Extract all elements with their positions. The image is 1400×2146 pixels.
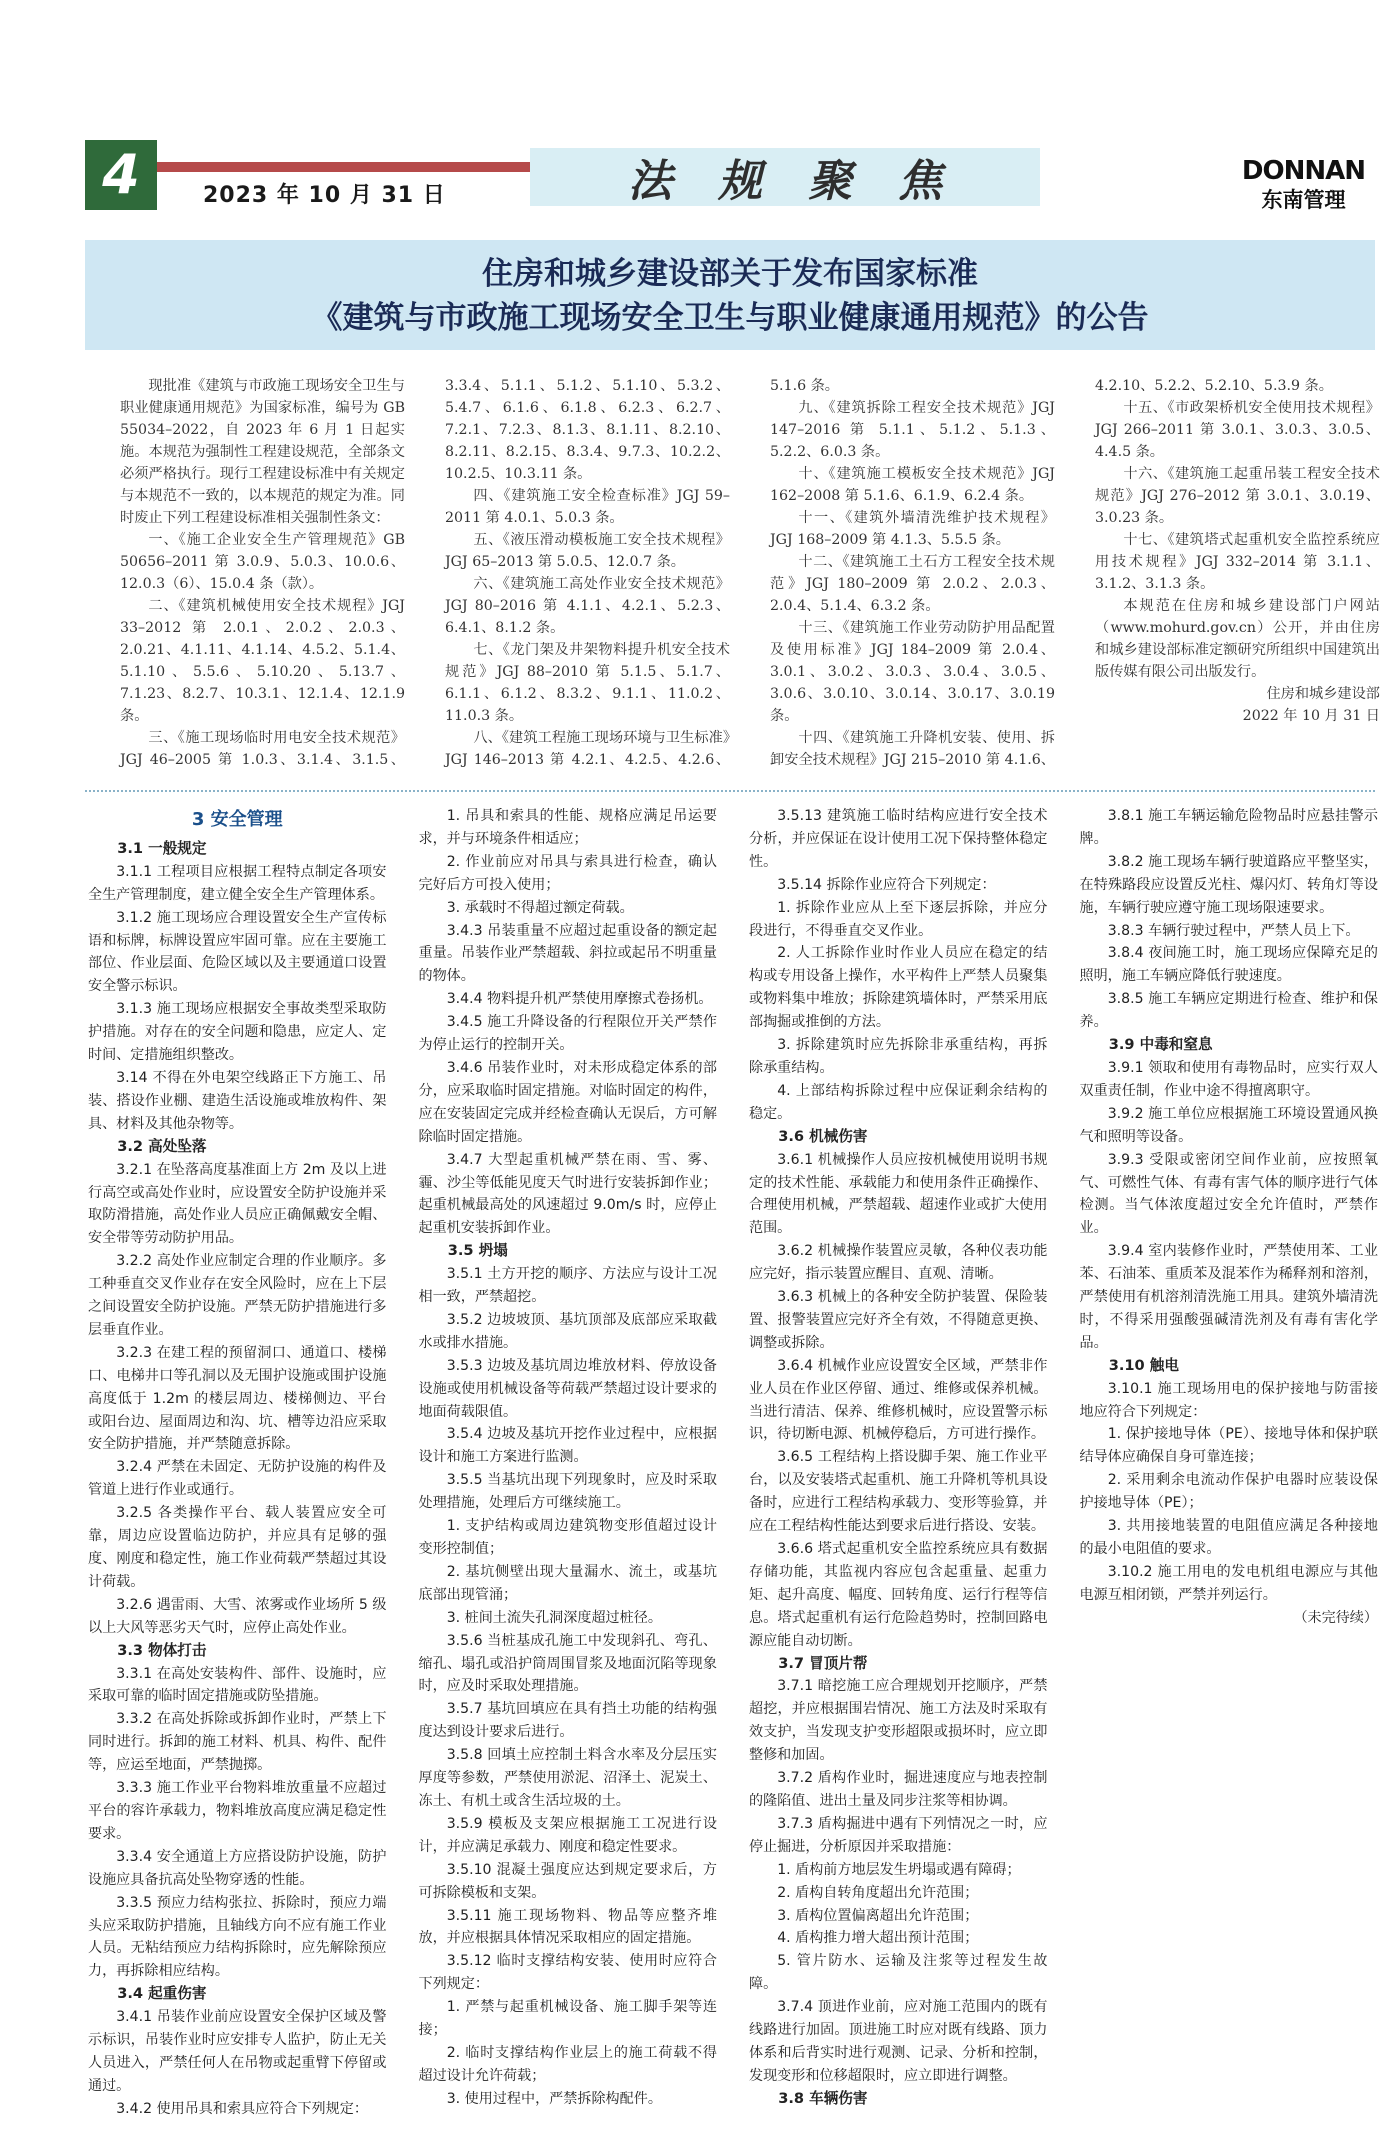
issue-number: 4 xyxy=(85,140,157,210)
clause-paragraph: 3.5.8 回填土应控制土料含水率及分层压实厚度等参数，严禁使用淤泥、沼泽土、泥炭土、冻土、有机土或含生活垃圾的土。 xyxy=(418,1747,717,1809)
column-title-char: 焦 xyxy=(898,156,942,207)
clause-paragraph: 3.7.2 盾构作业时，掘进速度应与地表控制的隆陷值、进出土量及同步注浆等相协调。 xyxy=(749,1770,1048,1809)
clause-paragraph: 1. 保护接地导体（PE）、接地导体和保护联结导体应确保自身可靠连接； xyxy=(1079,1426,1378,1466)
clause-paragraph: 3.6.6 塔式起重机安全监控系统应具有数据存储功能，其监视内容应包含起重量、起重力矩、起升高度、幅度、回转角度、运行行程等信息。塔式起重机有运行危险趋势时，控制回路电源应能自动切断。 xyxy=(749,1541,1048,1649)
subsection-heading: 3.10 触电 xyxy=(1108,1356,1179,1374)
clause-paragraph: 2. 基坑侧壁出现大量漏水、流土，或基坑底部出现管涌； xyxy=(418,1563,717,1603)
clause-paragraph: 1. 拆除作业应从上至下逐层拆除，并应分段进行，不得垂直交叉作业。 xyxy=(749,899,1048,939)
clause-paragraph: 3.2.6 遇雷雨、大雪、浓雾或作业场所 5 级以上大风等恶劣天气时，应停止高处作业。 xyxy=(88,1596,387,1636)
clause-paragraph: 3.3.4 安全通道上方应搭设防护设施，防护设施应具备抗高处坠物穿透的性能。 xyxy=(88,1848,387,1888)
column-title-char: 法 xyxy=(628,156,672,207)
announcement-paragraph: 八、《建筑工程施工现场环境与卫生标准》JGJ 146–2013 第 4.2.1、4.2.5、4.2.6、5.1.6 条。 xyxy=(445,378,839,768)
clause-paragraph: 3.7.3 盾构掘进中遇有下列情况之一时，应停止掘进，分析原因并采取措施： xyxy=(749,1815,1048,1855)
clause-paragraph: 3. 承载时不得超过额定荷载。 xyxy=(446,899,634,916)
clause-paragraph: 3.1.1 工程项目应根据工程特点制定各项安全生产管理制度，建立健全安全生产管理体系。 xyxy=(88,863,387,903)
signature-date: 2022 年 10 月 31 日 xyxy=(1242,708,1380,724)
clause-paragraph: 3.8.1 施工车辆运输危险物品时应悬挂警示牌。 xyxy=(1079,808,1378,847)
donnan-logo xyxy=(1242,156,1365,214)
announcement-paragraph: 六、《建筑施工高处作业安全技术规范》JGJ 80–2016 第 4.1.1、4.2.1、5.2.3、6.4.1、8.1.2 条。 xyxy=(445,576,730,636)
clause-paragraph: 2. 人工拆除作业时作业人员应在稳定的结构或专用设备上操作，水平构件上严禁人员聚集或物料集中堆放；拆除建筑墙体时，严禁采用底部掏掘或推倒的方法。 xyxy=(749,945,1048,1031)
announcement-paragraph: 十四、《建筑施工升降机安装、使用、拆卸安全技术规程》JGJ 215–2010 第 4.1.6、4.2.10、5.2.2、5.2.10、5.3.9 条。 xyxy=(770,378,1333,768)
subsection-heading: 3.2 高处坠落 xyxy=(117,1137,207,1155)
section-title: 3 安全管理 xyxy=(191,809,283,830)
clause-paragraph: 3.14 不得在外电架空线路正下方施工、吊装、搭设作业棚、建造生活设施或堆放构件、架具、材料及其他杂物等。 xyxy=(88,1069,387,1132)
announcement-body xyxy=(120,375,1380,780)
clause-paragraph: 2. 采用剩余电流动作保护电器时应装设保护接地导体（PE）； xyxy=(1079,1472,1378,1512)
page-header xyxy=(85,140,1375,220)
clause-paragraph: 3.9.4 室内装修作业时，严禁使用苯、工业苯、石油苯、重质苯及混苯作为稀释剂和溶剂，严禁使用有机溶剂清洗施工用具。建筑外墙清洗时，不得采用强酸强碱清洗剂及有毒有害化学品。 xyxy=(1079,1243,1378,1351)
clause-paragraph: 3.6.3 机械上的各种安全防护装置、保险装置、报警装置应完好齐全有效，不得随意更换、调整或拆除。 xyxy=(749,1289,1048,1351)
signature-organization: 住房和城乡建设部 xyxy=(1266,686,1380,702)
clause-paragraph: 2. 盾构自转角度超出允许范围； xyxy=(777,1884,979,1901)
clause-paragraph: 3.4.4 物料提升机严禁使用摩擦式卷扬机。 xyxy=(446,991,713,1008)
announcement-paragraph: 五、《液压滑动模板施工安全技术规程》JGJ 65–2013 第 5.0.5、12.0.7 条。 xyxy=(445,532,730,570)
clause-paragraph: 1. 盾构前方地层发生坍塌或遇有障碍； xyxy=(777,1861,1021,1878)
date-bar xyxy=(157,162,533,172)
announcement-paragraph: 十六、《建筑施工起重吊装工程安全技术规范》JGJ 276–2012 第 3.0.1、3.0.19、3.0.23 条。 xyxy=(1095,466,1380,526)
issue-date: 2023 年 10 月 31 日 xyxy=(203,183,446,208)
clause-paragraph: 3. 拆除建筑时应先拆除非承重结构，再拆除承重结构。 xyxy=(749,1037,1048,1076)
column-title-char: 聚 xyxy=(808,156,852,207)
announcement-title-line1: 住房和城乡建设部关于发布国家标准 xyxy=(482,256,978,292)
announcement-paragraph: 现批准《建筑与市政施工现场安全卫生与职业健康通用规范》为国家标准，编号为 GB 55034–2022，自 2023 年 6 月 1 日起实施。本规范为强制性工程建设规范，全部条文必须严格执行。现行工程建设标准中有关规定与本规范不一致的，以本规范的规定为准。同时废止下列工程建设标准相关强制性条文： xyxy=(120,378,405,526)
to-be-continued: （未完待续） xyxy=(1293,1609,1378,1626)
clause-paragraph: 3.1.3 施工现场应根据安全事故类型采取防护措施。对存在的安全问题和隐患，应定人、定时间、定措施组织整改。 xyxy=(88,1001,387,1064)
clause-paragraph: 3.5.4 边坡及基坑开挖作业过程中，应根据设计和施工方案进行监测。 xyxy=(418,1426,717,1466)
announcement-paragraph: 十三、《建筑施工作业劳动防护用品配置及使用标准》JGJ 184–2009 第 2.0.4、3.0.1、3.0.2、3.0.3、3.0.4、3.0.5、3.0.6、3.0.10、3.0.14、3.0.17、3.0.19 条。 xyxy=(770,620,1055,724)
clause-paragraph: 3. 盾构位置偏离超出允许范围； xyxy=(777,1907,979,1924)
clause-paragraph: 3.2.5 各类操作平台、载人装置应安全可靠，周边应设置临边防护，并应具有足够的强度、刚度和稳定性，施工作业荷载严禁超过其设计荷载。 xyxy=(88,1505,387,1590)
clause-paragraph: 3.9.1 领取和使用有毒物品时，应实行双人双重责任制，作业中途不得擅离职守。 xyxy=(1079,1059,1378,1099)
clause-paragraph: 3.5.1 土方开挖的顺序、方法应与设计工况相一致，严禁超挖。 xyxy=(418,1266,717,1306)
clause-paragraph: 3.8.5 施工车辆应定期进行检查、维护和保养。 xyxy=(1079,991,1378,1031)
announcement-title-line2: 《建筑与市政施工现场安全卫生与职业健康通用规范》的公告 xyxy=(311,300,1149,336)
clause-paragraph: 3. 桩间土流失孔洞深度超过桩径。 xyxy=(446,1609,662,1626)
clause-paragraph: 3.8.4 夜间施工时，施工现场应保障充足的照明，施工车辆应降低行驶速度。 xyxy=(1079,945,1378,985)
clause-paragraph: 3. 使用过程中，严禁拆除构配件。 xyxy=(446,2090,662,2107)
clause-paragraph: 3.4.3 吊装重量不应超过起重设备的额定起重量。吊装作业严禁超载、斜拉或起吊不明重量的物体。 xyxy=(418,922,717,985)
clause-paragraph: 3.1.2 施工现场应合理设置安全生产宣传标语和标牌，标牌设置应牢固可靠。应在主要施工部位、作业层面、危险区域以及主要通道口设置安全警示标识。 xyxy=(88,909,387,995)
announcement-paragraph: 七、《龙门架及井架物料提升机安全技术规范》JGJ 88–2010 第 5.1.5、5.1.7、6.1.1、6.1.2、8.3.2、9.1.1、11.0.2、11.0.3 条。 xyxy=(445,642,730,724)
subsection-heading: 3.5 坍塌 xyxy=(447,1242,508,1260)
clause-paragraph: 3.2.3 在建工程的预留洞口、通道口、楼梯口、电梯井口等孔洞以及无围护设施或围护设施高度低于 1.2m 的楼层周边、楼梯侧边、平台或阳台边、屋面周边和沟、坑、槽等边沿应采取安全防护措施，并严禁随意拆除。 xyxy=(88,1344,387,1453)
main-article-body xyxy=(88,805,1378,2140)
subsection-heading: 3.1 一般规定 xyxy=(117,839,207,857)
announcement-paragraph: 本规范在住房和城乡建设部门户网站（www.mohurd.gov.cn）公开，并由住房和城乡建设部标准定额研究所组织中国建筑出版传媒有限公司出版发行。 xyxy=(1095,598,1380,680)
clause-paragraph: 3.5.3 边坡及基坑周边堆放材料、停放设备设施或使用机械设备等荷载严禁超过设计要求的地面荷载限值。 xyxy=(418,1357,717,1420)
clause-paragraph: 3.4.7 大型起重机械严禁在雨、雪、雾、霾、沙尘等低能见度天气时进行安装拆卸作业；起重机械最高处的风速超过 9.0m/s 时，应停止起重机安装拆卸作业。 xyxy=(418,1151,717,1237)
logo-en: DONNAN xyxy=(1241,156,1365,186)
column-title-char: 规 xyxy=(718,156,762,207)
clause-paragraph: 3.10.1 施工现场用电的保护接地与防雷接地应符合下列规定： xyxy=(1079,1380,1378,1420)
announcement-paragraph: 十五、《市政架桥机安全使用技术规程》JGJ 266–2011 第 3.0.1、3.0.3、3.0.5、4.4.5 条。 xyxy=(1095,400,1380,460)
clause-paragraph: 3.3.1 在高处安装构件、部件、设施时，应采取可靠的临时固定措施或防坠措施。 xyxy=(88,1665,387,1705)
clause-paragraph: 3.5.14 拆除作业应符合下列规定： xyxy=(777,876,996,893)
clause-paragraph: 2. 作业前应对吊具与索具进行检查，确认完好后方可投入使用； xyxy=(418,853,717,893)
clause-paragraph: 3.6.5 工程结构上搭设脚手架、施工作业平台，以及安装塔式起重机、施工升降机等机具设备时，应进行工程结构承载力、变形等验算，并应在工程结构性能达到要求后进行搭设、安装。 xyxy=(749,1449,1048,1535)
subsection-heading: 3.7 冒顶片帮 xyxy=(778,1654,868,1672)
clause-paragraph: 3.5.7 基坑回填应在具有挡土功能的结构强度达到设计要求后进行。 xyxy=(418,1701,717,1741)
clause-paragraph: 3.7.1 暗挖施工应合理规划开挖顺序，严禁超挖，并应根据围岩情况、施工方法及时采取有效支护，当发现支护变形超限或损坏时，应立即整修和加固。 xyxy=(749,1678,1048,1764)
clause-paragraph: 3.5.6 当桩基成孔施工中发现斜孔、弯孔、缩孔、塌孔或沿护筒周围冒浆及地面沉陷等现象时，应及时采取处理措施。 xyxy=(418,1632,717,1695)
announcement-paragraph: 十七、《建筑塔式起重机安全监控系统应用技术规程》JGJ 332–2014 第 3.1.1、3.1.2、3.1.3 条。 xyxy=(1095,532,1380,592)
clause-paragraph: 3.4.5 施工升降设备的行程限位开关严禁作为停止运行的控制开关。 xyxy=(418,1014,717,1054)
clause-paragraph: 3.5.5 当基坑出现下列现象时，应及时采取处理措施，处理后方可继续施工。 xyxy=(418,1472,717,1512)
announcement-title xyxy=(85,240,1375,350)
clause-paragraph: 3.2.4 严禁在未固定、无防护设施的构件及管道上进行作业或通行。 xyxy=(88,1459,387,1499)
logo-cn: 东南管理 xyxy=(1261,188,1346,212)
clause-paragraph: 2. 临时支撑结构作业层上的施工荷载不得超过设计允许荷载； xyxy=(418,2044,717,2084)
clause-paragraph: 3. 共用接地装置的电阻值应满足各种接地的最小电阻值的要求。 xyxy=(1079,1518,1378,1557)
clause-paragraph: 3.9.3 受限或密闭空间作业前，应按照氧气、可燃性气体、有毒有害气体的顺序进行气体检测。当气体浓度超过安全允许值时，严禁作业。 xyxy=(1079,1151,1378,1237)
clause-paragraph: 3.7.4 顶进作业前，应对施工范围内的既有线路进行加固。顶进施工时应对既有线路、顶力体系和后背实时进行观测、记录、分析和控制，发现变形和位移超限时，应立即进行调整。 xyxy=(749,1999,1048,2084)
announcement-paragraph: 二、《建筑机械使用安全技术规程》JGJ 33–2012 第 2.0.1、2.0.2、2.0.3、2.0.21、4.1.11、4.1.14、4.5.2、5.1.4、5.1.10、5.5.6、5.10.20、5.13.7、7.1.23、8.2.7、10.3.1、12.1.4、12.1.9 条。 xyxy=(120,598,405,724)
clause-paragraph: 3.5.11 施工现场物料、物品等应整齐堆放，并应根据具体情况采取相应的固定措施。 xyxy=(418,1907,717,1947)
announcement-paragraph: 三、《施工现场临时用电安全技术规范》JGJ 46–2005 第 1.0.3、3.1.4、3.1.5、3.3.4、5.1.1、5.1.2、5.1.10、5.3.2、5.4.7、6.1.6、6.1.8、6.2.3、6.2.7、7.2.1、7.2.3、8.1.3、8.1.11、8.2.10、8.2.11、8.2.15、8.3.4、9.7.3、10.2.2、10.2.5、10.3.11 条。 xyxy=(120,378,730,768)
clause-paragraph: 1. 支护结构或周边建筑物变形值超过设计变形控制值； xyxy=(418,1518,717,1557)
announcement-paragraph: 一、《施工企业安全生产管理规范》GB 50656–2011 第 3.0.9、5.0.3、10.0.6、12.0.3（6）、15.0.4 条（款）。 xyxy=(120,532,405,592)
clause-paragraph: 3.6.4 机械作业应设置安全区域，严禁非作业人员在作业区停留、通过、维修或保养机械。当进行清洁、保养、维修机械时，应设置警示标识，待切断电源、机械停稳后，方可进行操作。 xyxy=(749,1357,1048,1443)
clause-paragraph: 3.5.10 混凝土强度应达到规定要求后，方可拆除模板和支架。 xyxy=(418,1861,717,1901)
clause-paragraph: 4. 上部结构拆除过程中应保证剩余结构的稳定。 xyxy=(749,1082,1048,1122)
clause-paragraph: 3.8.3 车辆行驶过程中，严禁人员上下。 xyxy=(1107,922,1360,939)
clause-paragraph: 1. 吊具和索具的性能、规格应满足吊运要求，并与环境条件相适应； xyxy=(418,808,717,847)
clause-paragraph: 3.6.2 机械操作装置应灵敏，各种仪表功能应完好，指示装置应醒目、直观、清晰。 xyxy=(749,1243,1048,1283)
clause-paragraph: 1. 严禁与起重机械设备、施工脚手架等连接； xyxy=(418,1999,717,2039)
clause-paragraph: 4. 盾构推力增大超出预计范围； xyxy=(777,1930,979,1947)
clause-paragraph: 3.3.3 施工作业平台物料堆放重量不应超过平台的容许承载力，物料堆放高度应满足稳定性要求。 xyxy=(88,1780,387,1842)
clause-paragraph: 3.5.9 模板及支架应根据施工工况进行设计，并应满足承载力、刚度和稳定性要求。 xyxy=(418,1815,717,1855)
clause-paragraph: 3.8.2 施工现场车辆行驶道路应平整坚实，在特殊路段应设置反光柱、爆闪灯、转角灯等设施，车辆行驶应遵守施工现场限速要求。 xyxy=(1079,853,1378,916)
clause-paragraph: 3.5.2 边坡坡顶、基坑顶部及底部应采取截水或排水措施。 xyxy=(418,1311,717,1351)
subsection-heading: 3.4 起重伤害 xyxy=(117,1985,207,2003)
subsection-heading: 3.6 机械伤害 xyxy=(778,1127,868,1145)
clause-paragraph: 3.3.5 预应力结构张拉、拆除时，预应力端头应采取防护措施，且轴线方向不应有施工作业人员。无粘结预应力结构拆除时，应先解除预应力，再拆除相应结构。 xyxy=(88,1894,387,1980)
announcement-paragraph: 十、《建筑施工模板安全技术规范》JGJ 162–2008 第 5.1.6、6.1.9、6.2.4 条。 xyxy=(770,466,1055,504)
clause-paragraph: 3.10.2 施工用电的发电机组电源应与其他电源互相闭锁，严禁并列运行。 xyxy=(1079,1563,1378,1603)
subsection-heading: 3.3 物体打击 xyxy=(117,1641,207,1659)
subsection-heading: 3.9 中毒和窒息 xyxy=(1108,1036,1213,1054)
announcement-paragraph: 九、《建筑拆除工程安全技术规范》JGJ 147–2016 第 5.1.1、5.1.2、5.1.3、5.2.2、6.0.3 条。 xyxy=(770,400,1055,460)
clause-paragraph: 5. 管片防水、运输及注浆等过程发生故障。 xyxy=(749,1953,1048,1993)
clause-paragraph: 3.5.13 建筑施工临时结构应进行安全技术分析，并应保证在设计使用工况下保持整体稳定性。 xyxy=(749,808,1048,870)
clause-paragraph: 3.4.6 吊装作业时，对未形成稳定体系的部分，应采取临时固定措施。对临时固定的构件，应在安装固定完成并经检查确认无误后，方可解除临时固定措施。 xyxy=(418,1059,717,1145)
section-divider xyxy=(85,790,1375,792)
subsection-heading: 3.8 车辆伤害 xyxy=(778,2089,868,2107)
clause-paragraph: 3.2.2 高处作业应制定合理的作业顺序。多工种垂直交叉作业存在安全风险时，应在上下层之间设置安全防护设施。严禁无防护措施进行多层垂直作业。 xyxy=(88,1253,387,1338)
clause-paragraph: 3.3.2 在高处拆除或拆卸作业时，严禁上下同时进行。拆卸的施工材料、机具、构件、配件等，应运至地面，严禁抛掷。 xyxy=(88,1711,387,1774)
announcement-paragraph: 四、《建筑施工安全检查标准》JGJ 59–2011 第 4.0.1、5.0.3 条。 xyxy=(445,488,730,526)
clause-paragraph: 3.5.12 临时支撑结构安装、使用时应符合下列规定： xyxy=(418,1953,717,1993)
clause-paragraph: 3.9.2 施工单位应根据施工环境设置通风换气和照明等设备。 xyxy=(1079,1105,1378,1145)
clause-paragraph: 3.2.1 在坠落高度基准面上方 2m 及以上进行高空或高处作业时，应设置安全防护设施并采取防滑措施，高处作业人员应正确佩戴安全帽、安全带等劳动防护用品。 xyxy=(88,1161,387,1247)
clause-paragraph: 3.6.1 机械操作人员应按机械使用说明书规定的技术性能、承载能力和使用条件正确操作、合理使用机械，严禁超载、超速作业或扩大使用范围。 xyxy=(749,1151,1048,1237)
clause-paragraph: 3.4.2 使用吊具和索具应符合下列规定： xyxy=(116,2100,368,2117)
clause-paragraph: 3.4.1 吊装作业前应设置安全保护区域及警示标识，吊装作业时应安排专人监护，防止无关人员进入，严禁任何人在吊物或起重臂下停留或通过。 xyxy=(88,2009,387,2094)
column-title xyxy=(530,148,1040,206)
announcement-paragraph: 十一、《建筑外墙清洗维护技术规程》JGJ 168–2009 第 4.1.3、5.5.5 条。 xyxy=(770,510,1055,548)
announcement-paragraph: 十二、《建筑施工土石方工程安全技术规范》JGJ 180–2009 第 2.0.2、2.0.3、2.0.4、5.1.4、6.3.2 条。 xyxy=(770,554,1055,614)
